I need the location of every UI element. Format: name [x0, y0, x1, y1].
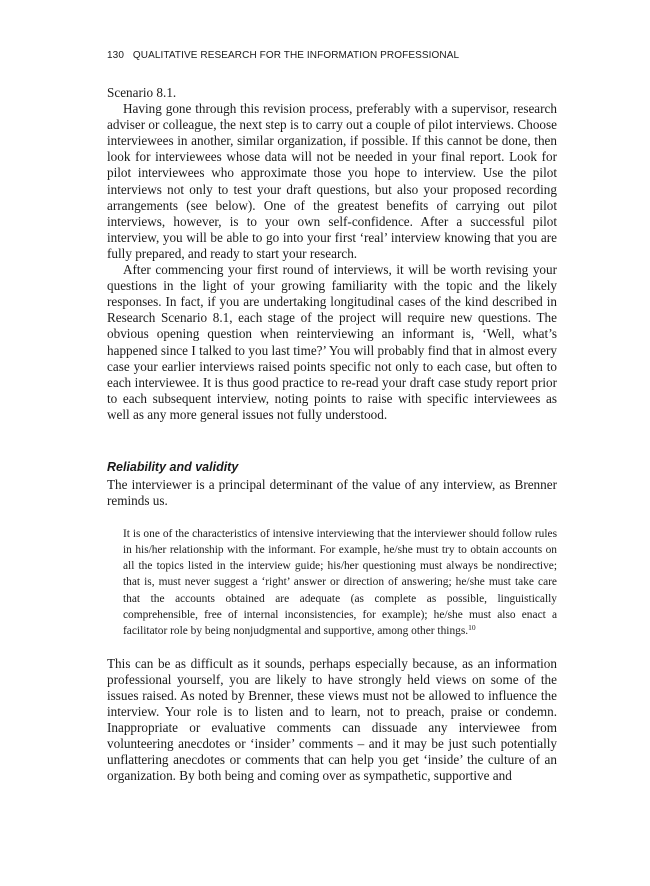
section-heading: Reliability and validity [107, 459, 239, 474]
paragraph-pilot-interviews: Having gone through this revision process, preferably with a supervisor, research adviser or colleague, the next step is to carry out a couple of pilot interviews. Choose interviewees in another, similar organization, if possible. If this cannot be done, then look for interviewees whose data will not be needed in your final report. Look for pilot interviewees who approximate those you hope to interview. Use the pilot interviews not only to test your draft questions, but also your proposed recording arrangements (see below). One of the greatest benefits of carrying out pilot interviews, however, is to your own self-confidence. After a successful pilot interview, you will be able to go into your first ‘real’ interview knowing that you are fully prepared, and ready to start your research. [107, 101, 557, 261]
running-title: QUALITATIVE RESEARCH FOR THE INFORMATION PROFESSIONAL [132, 50, 460, 61]
running-header [107, 50, 557, 61]
block-quote [123, 526, 557, 639]
paragraph-interviewer-intro: The interviewer is a principal determinant of the value of any interview, as Brenner reminds us. [107, 476, 557, 509]
paragraph-scenario-ref: Scenario 8.1. [107, 85, 177, 100]
paragraph-after-quote: This can be as difficult as it sounds, perhaps especially because, as an information professional yourself, you are likely to have strongly held views on some of the issues raised. As noted by Brenner, these views must not be allowed to influence the interview. Your role is to listen and to learn, not to preach, praise or condemn. Inappropriate or evaluative comments can dissuade any interviewee from volunteering anecdotes or ‘insider’ comments – and it may be just such potentially unflattering anecdotes or comments that can help you get ‘inside’ the culture of an organization. By both being and coming over as sympathetic, supportive and [107, 655, 557, 784]
page-number: 130 [107, 50, 124, 61]
block-quote-text: It is one of the characteristics of intensive interviewing that the interviewer should follow rules in his/her relationship with the informant. For example, he/she must try to obtain accounts on all the topics listed in the interview guide; his/her questioning must always be nondirective; that is, must never suggest a ‘right’ answer or direction of answering; he/she must take care that the accounts obtained are adequate (as complete as possible, linguistically comprehensible, free of internal inconsistencies, for example); he/she must also enact a facilitator role by being nonjudgmental and supportive, among other things. [123, 528, 557, 637]
book-page [107, 50, 557, 785]
paragraph-revising-questions: After commencing your first round of interviews, it will be worth revising your questions in the light of your growing familiarity with the topic and the likely responses. In fact, if you are undertaking longitudinal cases of the kind described in Research Scenario 8.1, each stage of the project will require new questions. The obvious opening question when reinterviewing an informant is, ‘Well, what’s happened since I talked to you last time?’ You will probably find that in almost every case your earlier interviews raised points specific not only to each case, but often to each interviewee. It is thus good practice to re-read your draft case study report prior to each subsequent interview, noting points to raise with specific interviewees as well as any more general issues not fully understood. [107, 262, 557, 422]
footnote-marker: 10 [468, 622, 476, 632]
